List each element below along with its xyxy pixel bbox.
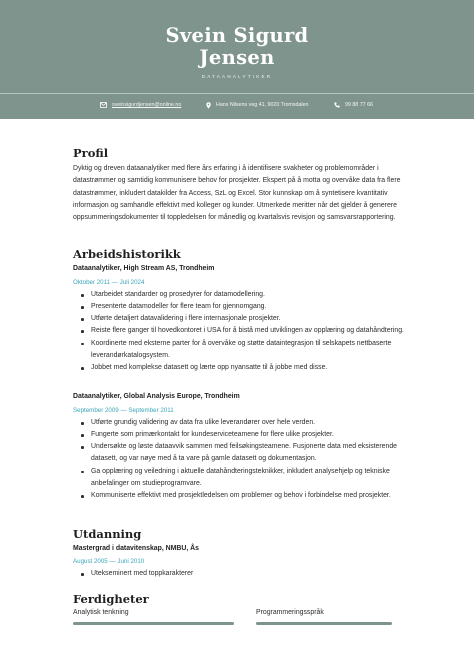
contact-address (206, 100, 308, 110)
contact-email[interactable] (100, 100, 181, 110)
education-heading: Utdanning (73, 527, 142, 541)
location-pin-icon (206, 102, 211, 109)
skill-label-2: Programmeringsspråk (256, 609, 324, 616)
job-title: DATAANALYTIKER (201, 74, 273, 79)
list-item: Koordinerte med eksterne parter for å overvåke og støtte dataintegrasjon til selskapets nettbaserte leverandørkatalogsystem. (79, 338, 404, 362)
phone-text: 99 88 77 66 (345, 102, 373, 108)
contact-divider (0, 93, 474, 94)
experience-heading: Arbeidshistorikk (73, 247, 181, 261)
list-item: Presenterte datamodeller for flere team for gjennomgang. (79, 301, 404, 313)
education-dates: August 2005 — Juni 2010 (73, 558, 145, 565)
skill-bar-1 (73, 622, 234, 625)
education-title: Mastergrad i datavitenskap, NMBU, Ås (73, 545, 199, 552)
skill-label-1: Analytisk tenkning (73, 609, 129, 616)
education-bullets (79, 568, 404, 580)
list-item: Utførte grundig validering av data fra ulike leverandører over hele verden. (79, 417, 404, 429)
list-item: Reiste flere ganger til hovedkontoret i USA for å bistå med utviklingen av opplæring og datahåndtering. (79, 325, 404, 337)
skills-heading: Ferdigheter (73, 592, 149, 606)
profile-heading: Profil (73, 146, 109, 160)
list-item: Jobbet med komplekse datasett og lærte opp nyansatte til å jobbe med disse. (79, 362, 404, 374)
phone-icon (334, 102, 340, 108)
skill-bar-fill (256, 622, 392, 625)
resume-header (0, 0, 474, 119)
list-item: Kommuniserte effektivt med prosjektledelsen om problemer og behov i forbindelse med prosjekter. (79, 490, 404, 502)
job-bullets-1 (79, 289, 404, 374)
name-last-line: Jensen (199, 46, 275, 69)
job-title-2: Dataanalytiker, Global Analysis Europe, Trondheim (73, 393, 240, 400)
contact-phone[interactable] (334, 100, 373, 110)
list-item: Undersøkte og løste dataavvik sammen med feilsøkingsteamene. Fusjonerte data med eksisterende datasett, og var nøye med å ta vare på gamle datasett og dokumentasjon. (79, 441, 404, 465)
list-item: Ga opplæring og veiledning i aktuelle datahåndteringsteknikker, inkludert analysehjelp og tekniske anbefalinger om studieprogramvare. (79, 466, 404, 490)
email-link[interactable]: sveinsigurdjensen@online.no (112, 102, 182, 108)
list-item: Fungerte som primærkontakt for kundeserviceteamene for flere ulike prosjekter. (79, 429, 404, 441)
name-first-line: Svein Sigurd (165, 24, 309, 47)
list-item: Utarbeidet standarder og prosedyrer for datamodellering. (79, 289, 404, 301)
job-bullets-2 (79, 417, 404, 502)
list-item: Utekseminert med toppkarakterer (79, 568, 404, 580)
job-dates-1: Oktober 2011 — Juli 2024 (73, 279, 145, 286)
job-title-1: Dataanalytiker, High Stream AS, Trondheim (73, 265, 215, 272)
list-item: Utførte detaljert datavalidering i flere internasjonale prosjekter. (79, 313, 404, 325)
skill-bar-2 (256, 622, 392, 625)
profile-text: Dyktig og dreven dataanalytiker med flere års erfaring i å identifisere svakheter og problemområder i datastrømmer og samtidig kommunisere behov for prosjekter. Ekspert på å motta og overvåke data fra flere datastrømmer, inkludert datakilder fra Access, SzL og Excel. Stor kunnskap om å syntetisere kvantitativ informasjon og samhandle effektivt med kolleger og kunder. Utmerkede meritter når det gjelder å generere oppsummeringsdokumenter til toppledelsen for månedlig og kvartalsvis revisjon og samsvarsrapportering. (73, 165, 401, 222)
job-dates-2: September 2009 — September 2011 (73, 407, 174, 414)
envelope-icon (100, 102, 107, 108)
address-text: Hans Nilsens veg 41, 9020 Tromsdalen (216, 102, 309, 108)
skill-bar-fill (73, 622, 234, 625)
